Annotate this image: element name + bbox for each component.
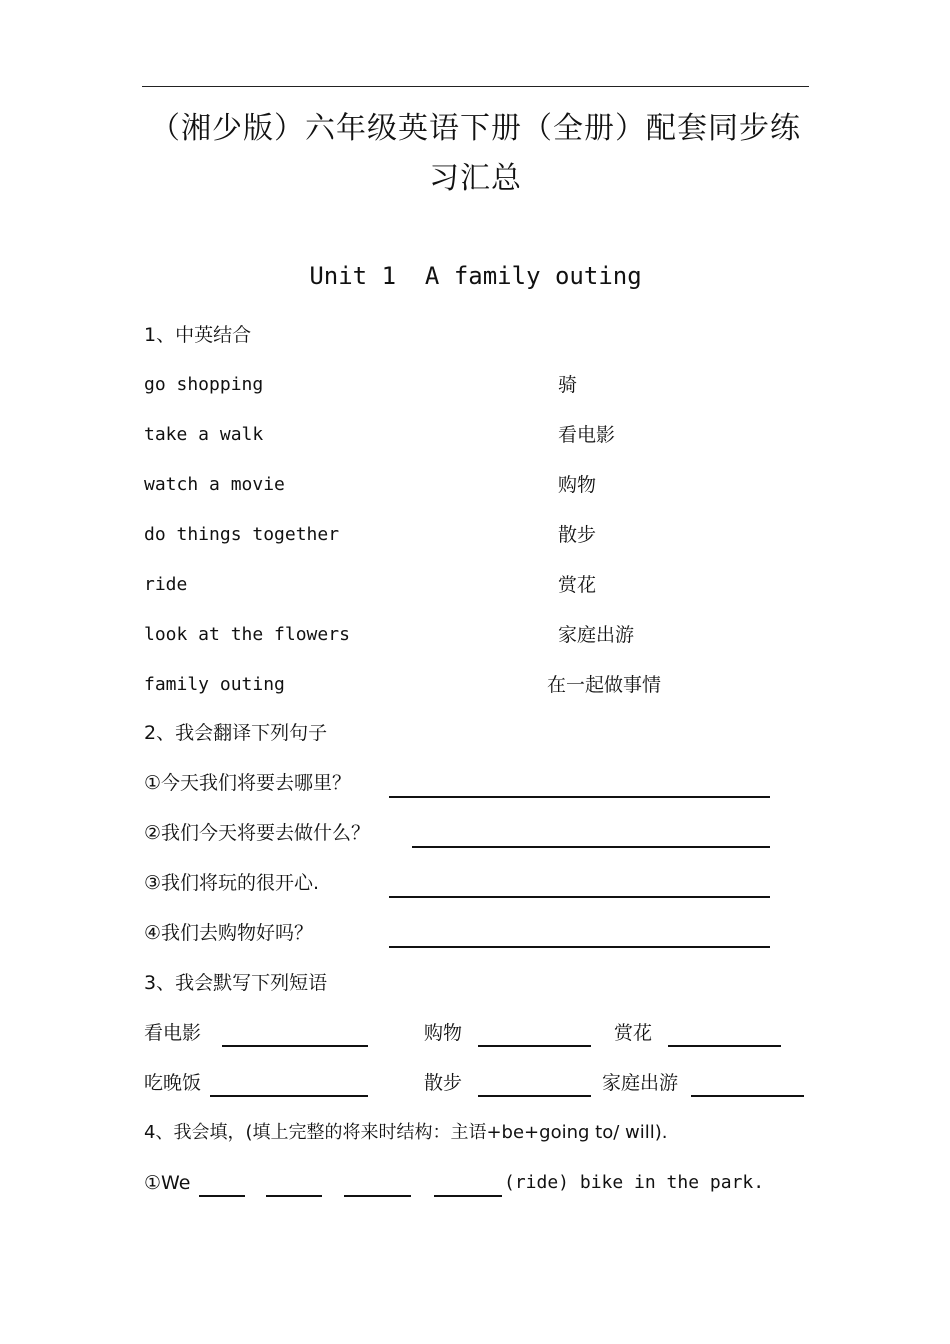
dictation-blank-4[interactable]: [210, 1095, 368, 1097]
section-2-heading: 2、我会翻译下列句子: [144, 722, 328, 744]
dictation-blank-5[interactable]: [478, 1095, 591, 1097]
dictation-label-5: 散步: [424, 1072, 463, 1094]
fill-blank-3[interactable]: [344, 1195, 411, 1197]
match-chinese-5: 赏花: [558, 574, 597, 596]
fill-item-1-start: ①We: [144, 1172, 191, 1194]
match-chinese-7: 在一起做事情: [547, 674, 662, 696]
header-rule: [142, 86, 809, 87]
fill-item-1-end: (ride) bike in the park.: [504, 1172, 765, 1193]
dictation-label-2: 购物: [424, 1022, 463, 1044]
match-english-7: family outing: [144, 674, 285, 695]
dictation-blank-6[interactable]: [691, 1095, 804, 1097]
match-english-3: watch a movie: [144, 474, 285, 495]
translate-item-3: ③我们将玩的很开心.: [144, 872, 320, 894]
section-1-heading: 1、中英结合: [144, 324, 252, 346]
dictation-blank-2[interactable]: [478, 1045, 591, 1047]
fill-blank-1[interactable]: [199, 1195, 245, 1197]
translate-answer-line-4[interactable]: [389, 946, 770, 948]
match-chinese-2: 看电影: [558, 424, 616, 446]
translate-item-4: ④我们去购物好吗？: [144, 922, 314, 944]
dictation-label-3: 赏花: [614, 1022, 653, 1044]
match-chinese-3: 购物: [558, 474, 597, 496]
translate-answer-line-2[interactable]: [412, 846, 770, 848]
match-english-5: ride: [144, 574, 188, 595]
match-english-1: go shopping: [144, 374, 264, 395]
dictation-label-4: 吃晚饭: [144, 1072, 202, 1094]
dictation-label-6: 家庭出游: [602, 1072, 679, 1094]
match-chinese-1: 骑: [558, 374, 578, 396]
match-chinese-4: 散步: [558, 524, 597, 546]
dictation-label-1: 看电影: [144, 1022, 202, 1044]
page-title-line-2: 习汇总: [429, 161, 522, 196]
section-4-heading: 4、我会填，(填上完整的将来时结构：主语+be+going to/ will).: [144, 1122, 668, 1143]
fill-blank-4[interactable]: [434, 1195, 502, 1197]
fill-blank-2[interactable]: [266, 1195, 322, 1197]
page-title: [142, 104, 809, 204]
unit-title: Unit 1 A family outing: [309, 262, 642, 290]
section-3-heading: 3、我会默写下列短语: [144, 972, 328, 994]
dictation-blank-3[interactable]: [668, 1045, 781, 1047]
dictation-blank-1[interactable]: [222, 1045, 368, 1047]
match-chinese-6: 家庭出游: [558, 624, 635, 646]
translate-answer-line-1[interactable]: [389, 796, 770, 798]
match-english-2: take a walk: [144, 424, 264, 445]
translate-item-1: ①今天我们将要去哪里？: [144, 772, 352, 794]
match-english-4: do things together: [144, 524, 340, 545]
match-english-6: look at the flowers: [144, 624, 350, 645]
page-title-line-1: （湘少版）六年级英语下册（全册）配套同步练: [150, 111, 801, 146]
translate-item-2: ②我们今天将要去做什么？: [144, 822, 371, 844]
translate-answer-line-3[interactable]: [389, 896, 770, 898]
